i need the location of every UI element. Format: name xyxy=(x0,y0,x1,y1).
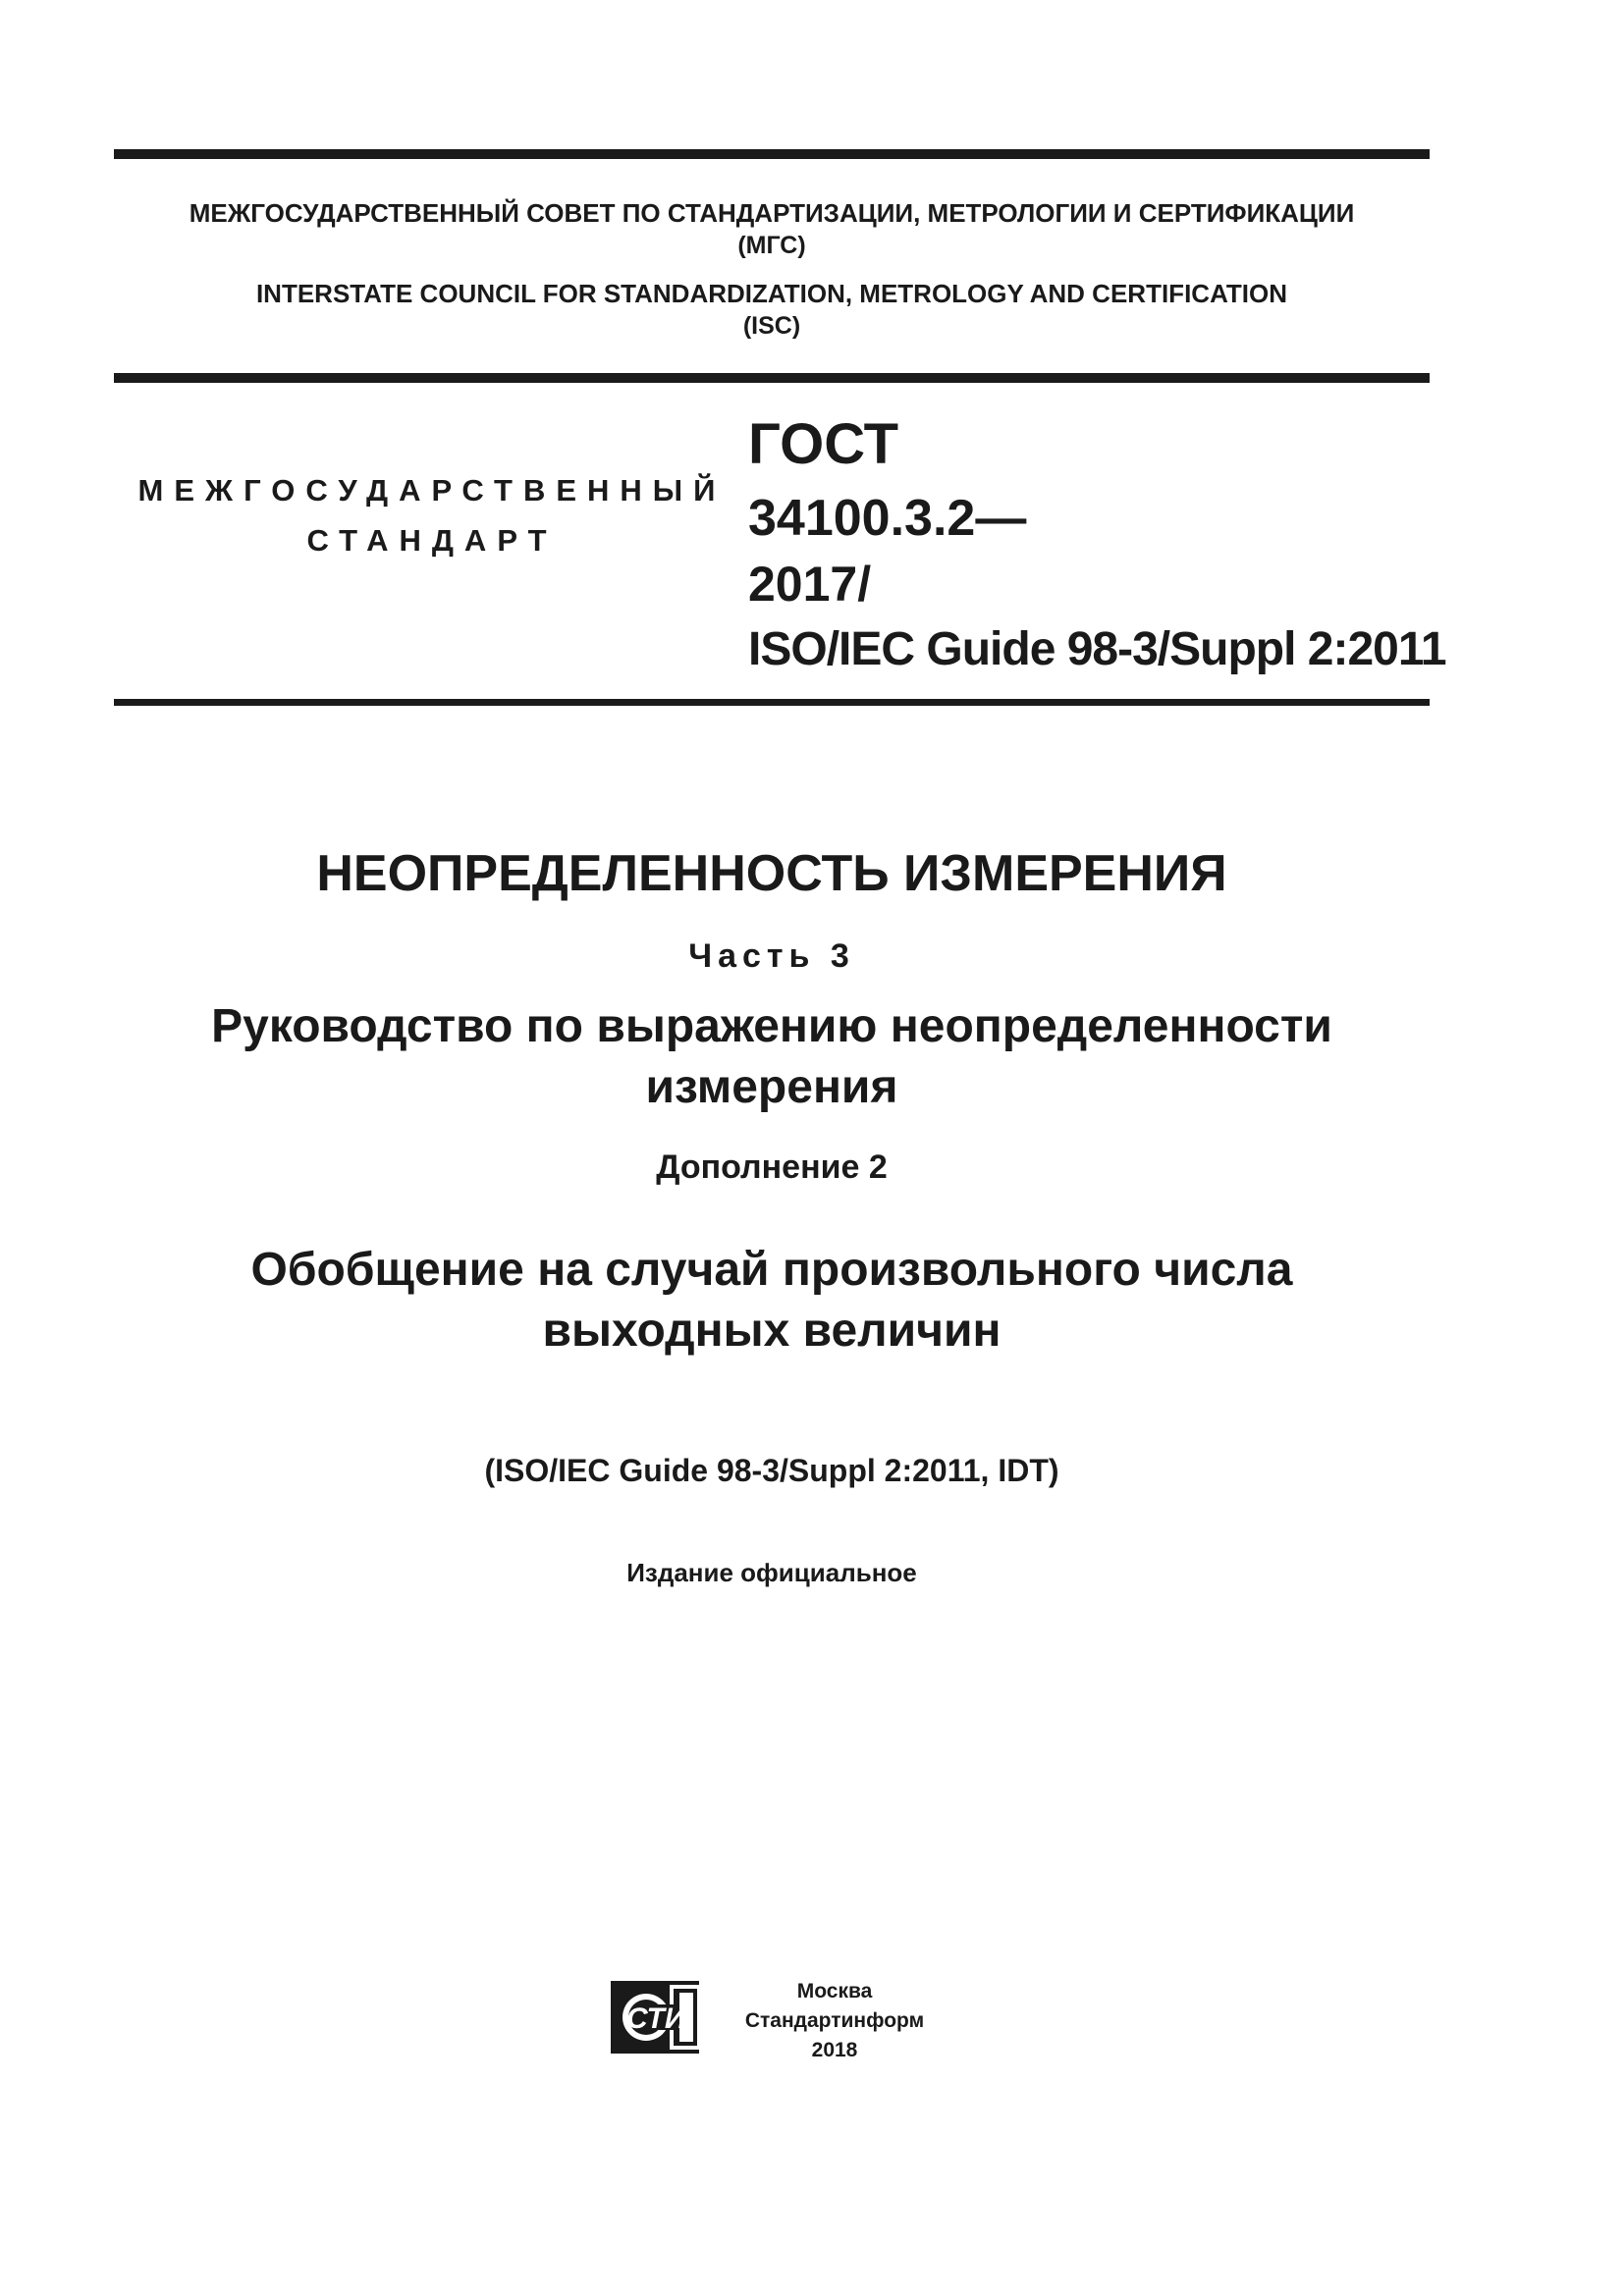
standard-label-line2: СТАНДАРТ xyxy=(306,523,558,558)
publisher-city: Москва xyxy=(796,1980,873,2002)
standartinform-logo-icon xyxy=(611,1981,705,2054)
topic-title-line1: Обобщение на случай произвольного числа xyxy=(250,1244,1293,1296)
publisher-block xyxy=(717,1977,952,2065)
council-name-en: INTERSTATE COUNCIL FOR STANDARDIZATION, METROLOGY AND CERTIFICATION xyxy=(255,279,1288,308)
topic-title-line2: выходных величин xyxy=(542,1305,1001,1357)
standard-label-line1: МЕЖГОСУДАРСТВЕННЫЙ xyxy=(137,473,727,507)
part-label: Часть 3 xyxy=(688,937,855,975)
svg-text:СТИ: СТИ xyxy=(626,2002,686,2035)
idt-reference: (ISO/IEC Guide 98-3/Suppl 2:2011, IDT) xyxy=(484,1453,1059,1488)
publisher-name: Стандартинформ xyxy=(744,2009,925,2032)
gost-number: 34100.3.2— xyxy=(748,490,1027,547)
supplement-label: Дополнение 2 xyxy=(656,1148,888,1186)
guide-title-line2: измерения xyxy=(645,1061,898,1113)
middle-rule xyxy=(114,373,1430,383)
council-abbr-en: (ISC) xyxy=(742,312,801,340)
council-abbr-ru: (МГС) xyxy=(737,232,806,259)
gost-year: 2017/ xyxy=(748,557,872,612)
gost-title: ГОСТ xyxy=(748,412,899,476)
standard-designation xyxy=(748,412,1446,675)
iso-designation: ISO/IEC Guide 98-3/Suppl 2:2011 xyxy=(748,623,1446,675)
bottom-rule xyxy=(114,699,1430,706)
guide-title-line1: Руководство по выражению неопределенности xyxy=(211,1000,1332,1052)
document-title: НЕОПРЕДЕЛЕННОСТЬ ИЗМЕРЕНИЯ xyxy=(316,845,1227,902)
top-rule xyxy=(114,149,1430,159)
official-edition: Издание официальное xyxy=(626,1558,917,1587)
council-name-ru: МЕЖГОСУДАРСТВЕННЫЙ СОВЕТ ПО СТАНДАРТИЗАЦИИ, МЕТРОЛОГИИ И СЕРТИФИКАЦИИ xyxy=(189,198,1355,228)
publisher-year: 2018 xyxy=(811,2039,858,2061)
